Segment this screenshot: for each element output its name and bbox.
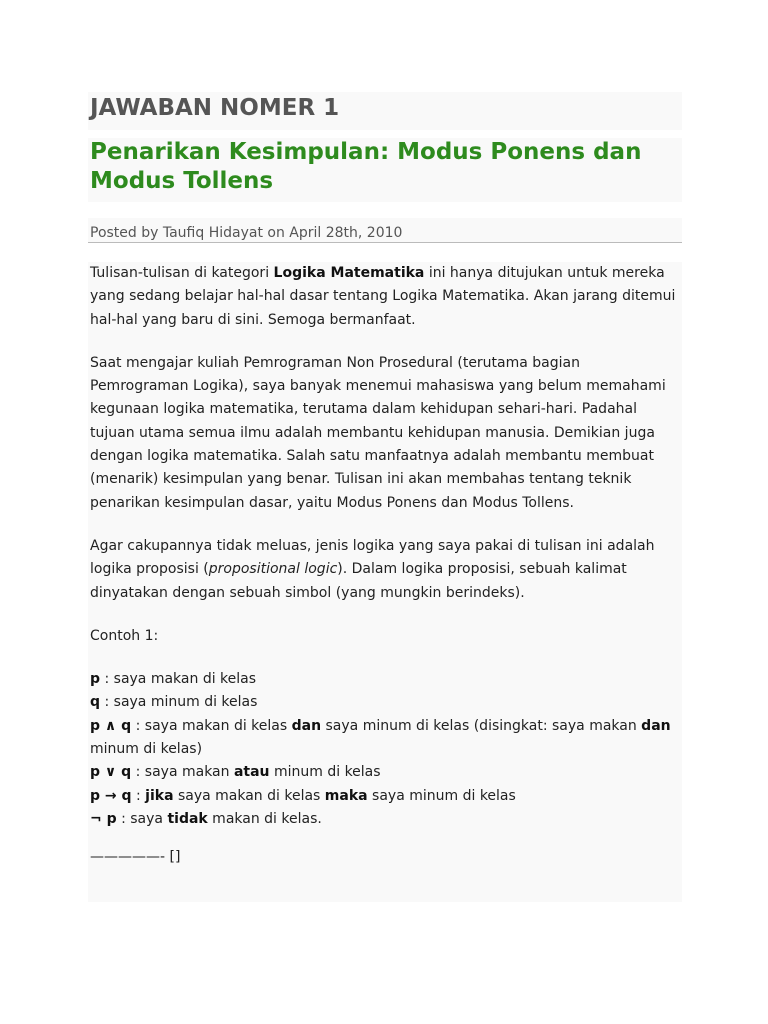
example-label: Contoh 1: [90,627,159,644]
article-title[interactable]: Penarikan Kesimpulan: Modus Ponens dan Modus Tollens [88,138,682,202]
not-text-2: makan di kelas. [207,810,322,827]
definition-not [90,808,682,831]
scope-text-italic: propositional logic [208,561,338,578]
symbol-and: p ∧ q [90,717,132,734]
symbol-implication: p → q [90,787,132,804]
scope-text-pre: Agar cakupannya tidak meluas, jenis logika yang saya pakai di tulisan ini adalah logika proposisi ( [90,537,655,578]
or-keyword: atau [233,764,270,781]
and-text-3: minum di kelas) [90,741,203,758]
article-content [88,262,682,902]
intro-text-pre: Tulisan-tulisan di kategori [90,265,274,281]
or-text-2: minum di kelas [269,764,381,781]
imp-text-1: : [131,787,146,804]
answer-heading: JAWABAN NOMER 1 [88,92,682,130]
scope-text-post: ). Dalam logika proposisi, sebuah kalimat dinyatakan dengan sebuah simbol (yang mungkin berindeks). [90,561,627,601]
and-text-1: : saya makan di kelas [131,717,292,734]
definition-and [90,715,682,762]
imp-text-3: saya minum di kelas [367,787,516,804]
and-keyword-1: dan [291,717,322,734]
definitions-list [90,668,682,831]
not-keyword: tidak [167,810,208,827]
definition-p [90,668,682,691]
definition-or [90,761,682,784]
or-text-1: : saya makan [131,764,234,781]
definition-q [90,691,682,714]
imp-text-2: saya makan di kelas [173,787,325,804]
and-text-2: saya minum di kelas (disingkat: saya makan [321,717,642,734]
definition-implication [90,785,682,808]
symbol-not: ¬ p [90,810,117,827]
category-link[interactable]: Logika Matematika [273,265,425,281]
post-meta: Posted by Taufiq Hidayat on April 28th, 2010 [88,218,682,243]
definition-q-text: : saya minum di kelas [100,694,258,711]
symbol-p: p [90,671,101,688]
imp-keyword-1: jika [145,787,174,804]
paragraph-scope [90,535,682,605]
symbol-q: q [90,694,101,711]
end-mark: —————- [] [90,849,181,866]
definition-p-text: : saya makan di kelas [100,671,257,688]
not-text-1: : saya [116,810,168,827]
imp-keyword-2: maka [324,787,368,804]
paragraph-context: Saat mengajar kuliah Pemrograman Non Prosedural (terutama bagian Pemrograman Logika), saya banyak menemui mahasiswa yang belum memahami kegunaan logika matematika, terutama dalam kehidupan sehari-hari. Padahal tujuan utama semua ilmu adalah membantu kehidupan manusia. Demikian juga dengan logika matematika. Salah satu manfaatnya adalah membantu membuat (menarik) kesimpulan yang benar. Tulisan ini akan membahas tentang teknik penarikan kesimpulan dasar, yaitu Modus Ponens dan Modus Tollens. [90,354,666,511]
and-keyword-2: dan [641,717,671,734]
symbol-or: p ∨ q [90,764,132,781]
paragraph-intro [90,262,682,332]
intro-text-post: ini hanya ditujukan untuk mereka yang sedang belajar hal-hal dasar tentang Logika Matematika. Akan jarang ditemui hal-hal yang baru di sini. Semoga bermanfaat. [90,265,676,328]
